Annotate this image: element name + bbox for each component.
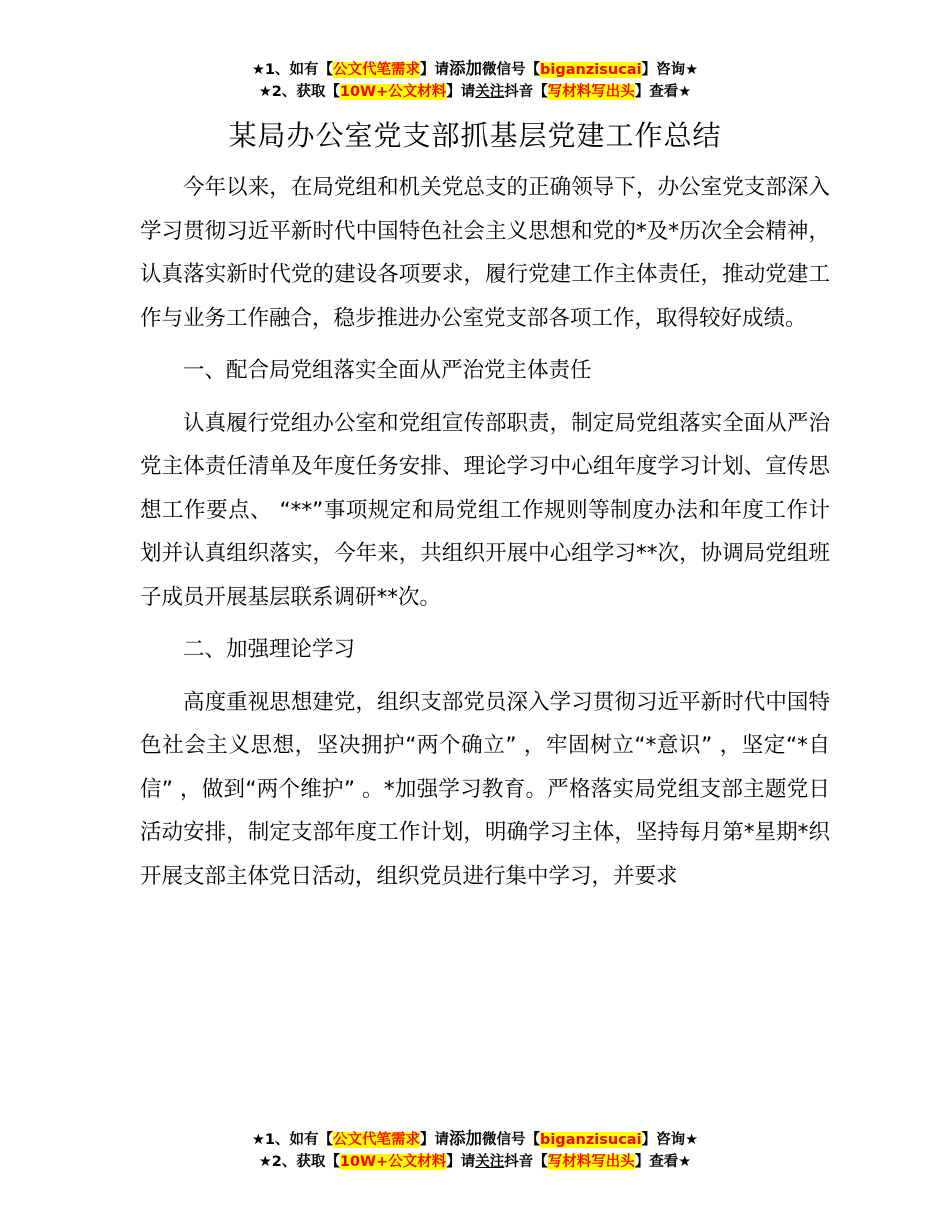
banner-text: 微信号【 (482, 62, 541, 78)
paragraph-section-1: 认真履行党组办公室和党组宣传部职责，制定局党组落实全面从严治党主体责任清单及年度任务安排、理论学习中心组年度学习计划、宣传思想工作要点、 “**”事项规定和局党组工作规则等制度办法和年度工作计划并认真组织落实，今年来，共组织开展中心组学习**次，协调局党组班子成员开展基层联系调研**次。 (140, 410, 830, 610)
banner-text: 抖音【 (504, 1154, 548, 1170)
banner-highlight: 公文代笔需求 (333, 1132, 421, 1148)
banner-text: 微信号【 (482, 1132, 541, 1148)
banner-text: ★2、获取【 (258, 1154, 340, 1170)
banner-text: 】请 (446, 1154, 476, 1170)
banner-douyin-id: 写材料写出头 (547, 84, 635, 100)
document-title: 某局办公室党支部抓基层党建工作总结 (228, 119, 722, 152)
banner-text: 】查看★ (634, 84, 692, 100)
banner-wechat-id: biganzisucai (540, 62, 642, 78)
banner-line-2 (0, 1151, 950, 1173)
banner-text: 】请 (446, 84, 476, 100)
banner-text: 添加 (449, 1129, 483, 1148)
banner-text: 】查看★ (634, 1154, 692, 1170)
banner-line-2 (0, 81, 950, 103)
banner-text: 】请 (420, 1132, 450, 1148)
banner-highlight: 10W+公文材料 (339, 1154, 447, 1170)
banner-line-1 (0, 1128, 950, 1151)
paragraph-section-2: 高度重视思想建党，组织支部党员深入学习贯彻习近平新时代中国特色社会主义思想，坚决拥护“两个确立” ，牢固树立“*意识” ，坚定“*自信” ，做到“两个维护” 。*加强学习教育。严格落实局党组支部主题党日活动安排，制定支部年度工作计划，明确学习主体，坚持每月第*星期*织开展支部主体党日活动，组织党员进行集中学习，并要求 (140, 689, 830, 889)
banner-text: 关注 (475, 1154, 505, 1170)
document-body (140, 166, 830, 907)
banner-line-1 (0, 58, 950, 81)
header-banner (0, 58, 950, 103)
banner-douyin-id: 写材料写出头 (547, 1154, 635, 1170)
banner-highlight: 10W+公文材料 (339, 84, 447, 100)
banner-text: ★1、如有【 (251, 1132, 334, 1148)
banner-text: 抖音【 (504, 84, 548, 100)
banner-text: 关注 (475, 84, 505, 100)
section-heading-1: 一、配合局党组落实全面从严治党主体责任 (183, 358, 592, 383)
banner-text: ★1、如有【 (251, 62, 334, 78)
footer-banner (0, 1128, 950, 1173)
banner-text: 】咨询★ (641, 1132, 699, 1148)
banner-text: 】咨询★ (641, 62, 699, 78)
paragraph-intro: 今年以来，在局党组和机关党总支的正确领导下，办公室党支部深入学习贯彻习近平新时代中国特色社会主义思想和党的*及*历次全会精神，认真落实新时代党的建设各项要求，履行党建工作主体责任，推动党建工作与业务工作融合，稳步推进办公室党支部各项工作，取得较好成绩。 (140, 175, 830, 331)
section-heading-2: 二、加强理论学习 (183, 637, 356, 662)
banner-highlight: 公文代笔需求 (333, 62, 421, 78)
banner-text: 添加 (449, 59, 483, 78)
banner-text: ★2、获取【 (258, 84, 340, 100)
banner-wechat-id: biganzisucai (540, 1132, 642, 1148)
banner-text: 】请 (420, 62, 450, 78)
